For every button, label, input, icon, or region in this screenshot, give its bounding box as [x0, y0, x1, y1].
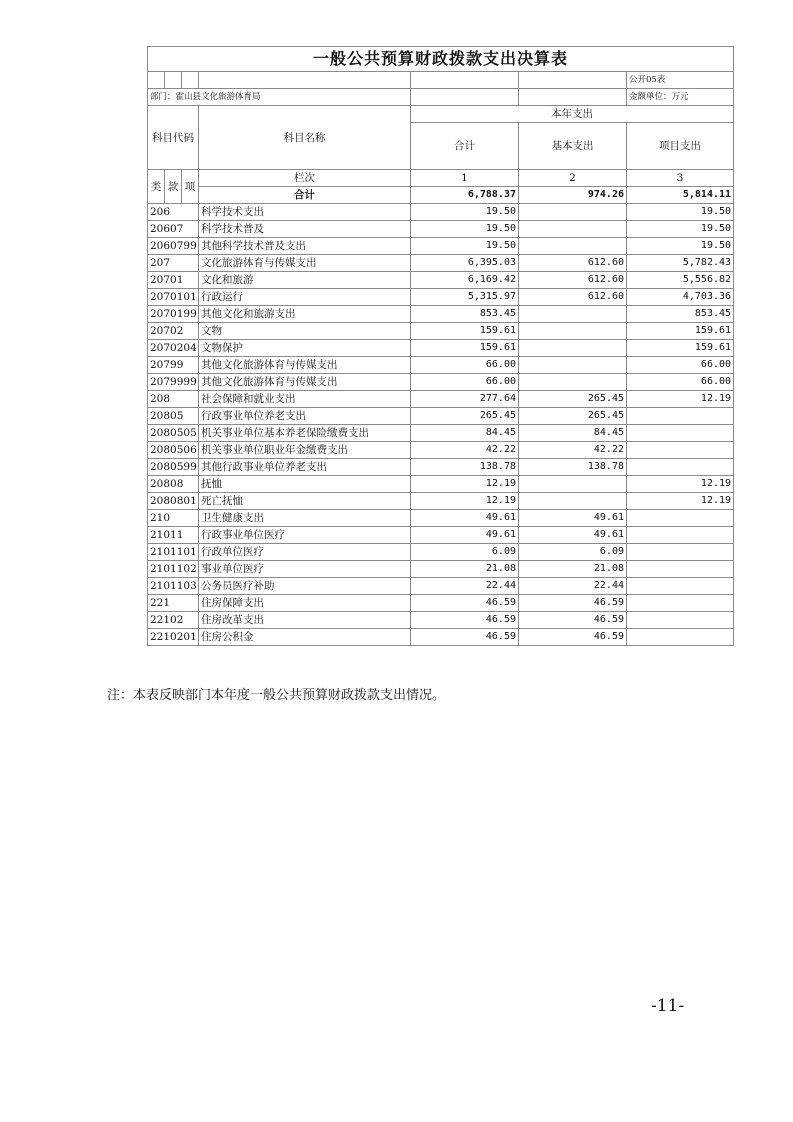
row-name: 住房改革支出	[199, 612, 411, 629]
row-basic: 46.59	[519, 595, 627, 612]
row-project: 5,556.82	[627, 272, 734, 289]
row-total: 277.64	[411, 391, 519, 408]
row-code: 2070101	[148, 289, 199, 306]
row-project	[627, 561, 734, 578]
row-project: 159.61	[627, 340, 734, 357]
row-total: 159.61	[411, 323, 519, 340]
column-label: 栏次	[199, 170, 411, 187]
row-basic: 21.08	[519, 561, 627, 578]
row-basic	[519, 493, 627, 510]
row-code: 20607	[148, 221, 199, 238]
row-project: 12.19	[627, 391, 734, 408]
row-total: 265.45	[411, 408, 519, 425]
row-basic: 42.22	[519, 442, 627, 459]
row-total: 22.44	[411, 578, 519, 595]
row-total: 6,395.03	[411, 255, 519, 272]
row-code: 2210201	[148, 629, 199, 646]
row-basic	[519, 323, 627, 340]
row-total: 853.45	[411, 306, 519, 323]
table-note: 注：本表反映部门本年度一般公共预算财政拨款支出情况。	[107, 688, 446, 703]
row-basic: 6.09	[519, 544, 627, 561]
column-number-3: 3	[627, 170, 734, 187]
table-row	[148, 306, 734, 323]
row-code: 21011	[148, 527, 199, 544]
row-name: 科学技术普及	[199, 221, 411, 238]
row-total: 6.09	[411, 544, 519, 561]
header-project: 项目支出	[627, 123, 734, 170]
row-name: 文化旅游体育与传媒支出	[199, 255, 411, 272]
table-row	[148, 323, 734, 340]
header-code: 科目代码	[148, 106, 199, 170]
table-row	[148, 493, 734, 510]
table-row	[148, 340, 734, 357]
row-name: 其他文化旅游体育与传媒支出	[199, 374, 411, 391]
row-project	[627, 510, 734, 527]
table-row	[148, 612, 734, 629]
table-row	[148, 425, 734, 442]
row-basic: 22.44	[519, 578, 627, 595]
table-row	[148, 357, 734, 374]
row-basic: 612.60	[519, 289, 627, 306]
row-total: 42.22	[411, 442, 519, 459]
total-project: 5,814.11	[627, 187, 734, 204]
unit-label: 金额单位：万元	[627, 89, 734, 106]
table-title: 一般公共预算财政拨款支出决算表	[148, 47, 734, 72]
row-name: 文物	[199, 323, 411, 340]
row-code: 2080599	[148, 459, 199, 476]
row-code: 20701	[148, 272, 199, 289]
row-project: 19.50	[627, 204, 734, 221]
row-total: 159.61	[411, 340, 519, 357]
header-xiang: 项	[182, 170, 199, 204]
row-project	[627, 527, 734, 544]
row-name: 科学技术支出	[199, 204, 411, 221]
row-name: 公务员医疗补助	[199, 578, 411, 595]
header-name: 科目名称	[199, 106, 411, 170]
row-name: 机关事业单位职业年金缴费支出	[199, 442, 411, 459]
table-row	[148, 595, 734, 612]
row-total: 46.59	[411, 595, 519, 612]
row-project	[627, 459, 734, 476]
row-total: 138.78	[411, 459, 519, 476]
table-row	[148, 374, 734, 391]
header-kuan: 款	[165, 170, 182, 204]
row-total: 19.50	[411, 221, 519, 238]
row-basic: 612.60	[519, 255, 627, 272]
row-project: 5,782.43	[627, 255, 734, 272]
table-row	[148, 527, 734, 544]
total-basic: 974.26	[519, 187, 627, 204]
row-project: 12.19	[627, 476, 734, 493]
table-row	[148, 408, 734, 425]
row-basic: 84.45	[519, 425, 627, 442]
row-total: 6,169.42	[411, 272, 519, 289]
row-total: 12.19	[411, 493, 519, 510]
row-code: 221	[148, 595, 199, 612]
row-total: 49.61	[411, 510, 519, 527]
row-code: 20702	[148, 323, 199, 340]
total-row	[148, 187, 734, 204]
row-basic: 265.45	[519, 391, 627, 408]
table-row	[148, 442, 734, 459]
row-basic: 46.59	[519, 629, 627, 646]
row-name: 社会保障和就业支出	[199, 391, 411, 408]
row-basic: 49.61	[519, 510, 627, 527]
table-row	[148, 391, 734, 408]
row-code: 2080801	[148, 493, 199, 510]
row-name: 文化和旅游	[199, 272, 411, 289]
header-total: 合计	[411, 123, 519, 170]
row-code: 206	[148, 204, 199, 221]
form-number: 公开05表	[627, 72, 734, 89]
row-name: 文物保护	[199, 340, 411, 357]
row-code: 2079999	[148, 374, 199, 391]
row-name: 住房公积金	[199, 629, 411, 646]
row-code: 2080505	[148, 425, 199, 442]
row-code: 20805	[148, 408, 199, 425]
row-total: 84.45	[411, 425, 519, 442]
row-project: 66.00	[627, 357, 734, 374]
row-total: 66.00	[411, 357, 519, 374]
row-total: 49.61	[411, 527, 519, 544]
row-basic: 612.60	[519, 272, 627, 289]
row-code: 210	[148, 510, 199, 527]
row-project	[627, 629, 734, 646]
row-total: 46.59	[411, 612, 519, 629]
row-name: 其他文化旅游体育与传媒支出	[199, 357, 411, 374]
table-row	[148, 255, 734, 272]
row-basic	[519, 221, 627, 238]
row-code: 2070199	[148, 306, 199, 323]
row-name: 行政事业单位养老支出	[199, 408, 411, 425]
row-name: 机关事业单位基本养老保险缴费支出	[199, 425, 411, 442]
row-name: 抚恤	[199, 476, 411, 493]
table-head	[148, 47, 734, 204]
row-code: 208	[148, 391, 199, 408]
row-project	[627, 425, 734, 442]
row-total: 46.59	[411, 629, 519, 646]
row-total: 12.19	[411, 476, 519, 493]
row-total: 19.50	[411, 238, 519, 255]
column-number-2: 2	[519, 170, 627, 187]
row-project: 66.00	[627, 374, 734, 391]
row-code: 20808	[148, 476, 199, 493]
row-project: 19.50	[627, 238, 734, 255]
row-code: 20799	[148, 357, 199, 374]
table-row	[148, 459, 734, 476]
table-body	[148, 204, 734, 646]
row-name: 其他科学技术普及支出	[199, 238, 411, 255]
header-basic: 基本支出	[519, 123, 627, 170]
row-code: 207	[148, 255, 199, 272]
row-project	[627, 578, 734, 595]
row-name: 其他文化和旅游支出	[199, 306, 411, 323]
row-project	[627, 612, 734, 629]
column-number-1: 1	[411, 170, 519, 187]
row-basic	[519, 238, 627, 255]
row-code: 2070204	[148, 340, 199, 357]
row-basic: 138.78	[519, 459, 627, 476]
row-total: 5,315.97	[411, 289, 519, 306]
table-row	[148, 561, 734, 578]
row-name: 其他行政事业单位养老支出	[199, 459, 411, 476]
table-row	[148, 272, 734, 289]
row-basic	[519, 374, 627, 391]
total-label: 合计	[199, 187, 411, 204]
row-project: 19.50	[627, 221, 734, 238]
row-basic: 46.59	[519, 612, 627, 629]
row-basic	[519, 204, 627, 221]
row-basic	[519, 476, 627, 493]
row-name: 卫生健康支出	[199, 510, 411, 527]
table-row	[148, 578, 734, 595]
row-total: 19.50	[411, 204, 519, 221]
row-basic	[519, 357, 627, 374]
row-name: 行政单位医疗	[199, 544, 411, 561]
budget-sheet	[147, 46, 733, 646]
row-total: 66.00	[411, 374, 519, 391]
row-basic: 49.61	[519, 527, 627, 544]
row-basic	[519, 340, 627, 357]
row-project: 4,703.36	[627, 289, 734, 306]
table-row	[148, 289, 734, 306]
row-project	[627, 408, 734, 425]
row-code: 2101103	[148, 578, 199, 595]
row-code: 2101101	[148, 544, 199, 561]
row-name: 死亡抚恤	[199, 493, 411, 510]
row-name: 住房保障支出	[199, 595, 411, 612]
header-lei: 类	[148, 170, 165, 204]
row-name: 行政事业单位医疗	[199, 527, 411, 544]
table-row	[148, 629, 734, 646]
table-row	[148, 510, 734, 527]
row-basic	[519, 306, 627, 323]
row-code: 2060799	[148, 238, 199, 255]
row-project	[627, 595, 734, 612]
table-row	[148, 476, 734, 493]
row-code: 22102	[148, 612, 199, 629]
row-code: 2080506	[148, 442, 199, 459]
row-basic: 265.45	[519, 408, 627, 425]
table-row	[148, 221, 734, 238]
table-row	[148, 544, 734, 561]
table-row	[148, 238, 734, 255]
row-name: 事业单位医疗	[199, 561, 411, 578]
page-number: -11-	[651, 996, 685, 1016]
table-row	[148, 204, 734, 221]
department-label: 部门：霍山县文化旅游体育局	[148, 89, 411, 106]
row-code: 2101102	[148, 561, 199, 578]
row-name: 行政运行	[199, 289, 411, 306]
row-project: 159.61	[627, 323, 734, 340]
row-project	[627, 544, 734, 561]
row-project: 853.45	[627, 306, 734, 323]
row-project	[627, 442, 734, 459]
header-current-year: 本年支出	[411, 106, 734, 123]
total-amount: 6,788.37	[411, 187, 519, 204]
row-total: 21.08	[411, 561, 519, 578]
expenditure-table	[147, 46, 734, 646]
row-project: 12.19	[627, 493, 734, 510]
